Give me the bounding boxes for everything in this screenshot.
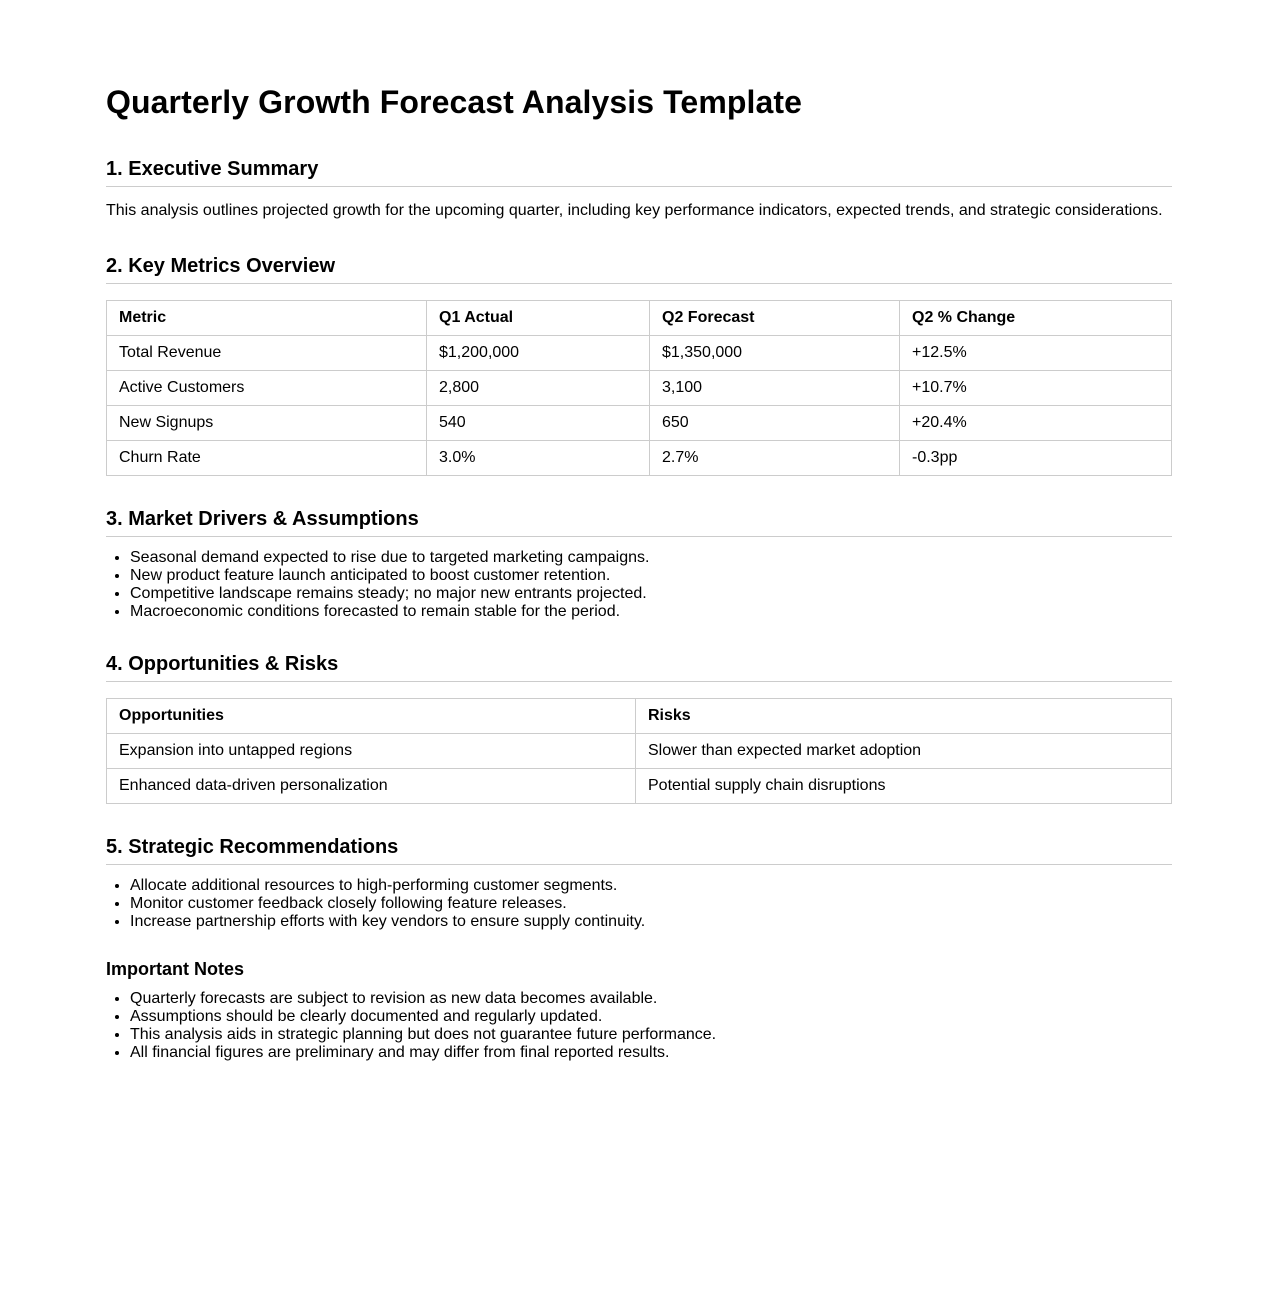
market-drivers-section	[106, 506, 1172, 621]
important-notes-list	[106, 990, 1172, 1062]
executive-summary-text: This analysis outlines projected growth for the upcoming quarter, including key performance indicators, expected trends, and strategic considerations.	[106, 202, 1163, 219]
list-item: • Quarterly forecasts are subject to revision as new data becomes available.	[130, 990, 1172, 1008]
q2-forecast-value: 3,100	[650, 371, 900, 406]
list-item: • Allocate additional resources to high-performing customer segments.	[130, 877, 1172, 895]
page-title: Quarterly Growth Forecast Analysis Template	[106, 84, 803, 120]
list-item: • Seasonal demand expected to rise due to targeted marketing campaigns.	[130, 549, 1172, 567]
recommendations-heading: 5. Strategic Recommendations	[106, 834, 1172, 865]
metric-name: New Signups	[107, 406, 427, 441]
key-metrics-heading: 2. Key Metrics Overview	[106, 253, 1172, 284]
risk-cell: Potential supply chain disruptions	[636, 769, 1172, 804]
table-row	[107, 371, 1172, 406]
list-item: • Macroeconomic conditions forecasted to remain stable for the period.	[130, 603, 1172, 621]
important-notes-section	[106, 958, 1172, 1062]
table-header-row	[107, 301, 1172, 336]
column-header-risks: Risks	[636, 699, 1172, 734]
opportunity-cell: Enhanced data-driven personalization	[107, 769, 636, 804]
executive-summary-section	[106, 156, 1172, 221]
opportunities-risks-table	[106, 698, 1172, 804]
table-row	[107, 734, 1172, 769]
table-row	[107, 441, 1172, 476]
list-item: • Assumptions should be clearly documented and regularly updated.	[130, 1008, 1172, 1026]
table-header-row	[107, 699, 1172, 734]
table-row	[107, 336, 1172, 371]
column-header-q2-change: Q2 % Change	[900, 301, 1172, 336]
list-item: • This analysis aids in strategic planning but does not guarantee future performance.	[130, 1026, 1172, 1044]
column-header-q1-actual: Q1 Actual	[427, 301, 650, 336]
recommendations-section	[106, 834, 1172, 931]
q2-change-value: +10.7%	[900, 371, 1172, 406]
executive-summary-heading: 1. Executive Summary	[106, 156, 1172, 187]
q2-forecast-value: $1,350,000	[650, 336, 900, 371]
list-item: • Increase partnership efforts with key vendors to ensure supply continuity.	[130, 913, 1172, 931]
market-drivers-list	[106, 549, 1172, 621]
q2-forecast-value: 2.7%	[650, 441, 900, 476]
q2-change-value: +12.5%	[900, 336, 1172, 371]
market-drivers-heading: 3. Market Drivers & Assumptions	[106, 506, 1172, 537]
q2-change-value: -0.3pp	[900, 441, 1172, 476]
list-item: • All financial figures are preliminary and may differ from final reported results.	[130, 1044, 1172, 1062]
column-header-opportunities: Opportunities	[107, 699, 636, 734]
list-item: • Competitive landscape remains steady; no major new entrants projected.	[130, 585, 1172, 603]
table-row	[107, 769, 1172, 804]
document-page	[106, 0, 1172, 1062]
q1-actual-value: 2,800	[427, 371, 650, 406]
metric-name: Active Customers	[107, 371, 427, 406]
column-header-metric: Metric	[107, 301, 427, 336]
risk-cell: Slower than expected market adoption	[636, 734, 1172, 769]
q1-actual-value: 540	[427, 406, 650, 441]
opportunity-cell: Expansion into untapped regions	[107, 734, 636, 769]
list-item: • New product feature launch anticipated to boost customer retention.	[130, 567, 1172, 585]
recommendations-list	[106, 877, 1172, 931]
column-header-q2-forecast: Q2 Forecast	[650, 301, 900, 336]
metric-name: Total Revenue	[107, 336, 427, 371]
q2-forecast-value: 650	[650, 406, 900, 441]
key-metrics-section	[106, 253, 1172, 476]
list-item: • Monitor customer feedback closely following feature releases.	[130, 895, 1172, 913]
metric-name: Churn Rate	[107, 441, 427, 476]
q1-actual-value: 3.0%	[427, 441, 650, 476]
table-row	[107, 406, 1172, 441]
key-metrics-table	[106, 300, 1172, 476]
q2-change-value: +20.4%	[900, 406, 1172, 441]
opportunities-risks-heading: 4. Opportunities & Risks	[106, 651, 1172, 682]
q1-actual-value: $1,200,000	[427, 336, 650, 371]
important-notes-heading: Important Notes	[106, 959, 245, 979]
opportunities-risks-section	[106, 651, 1172, 804]
